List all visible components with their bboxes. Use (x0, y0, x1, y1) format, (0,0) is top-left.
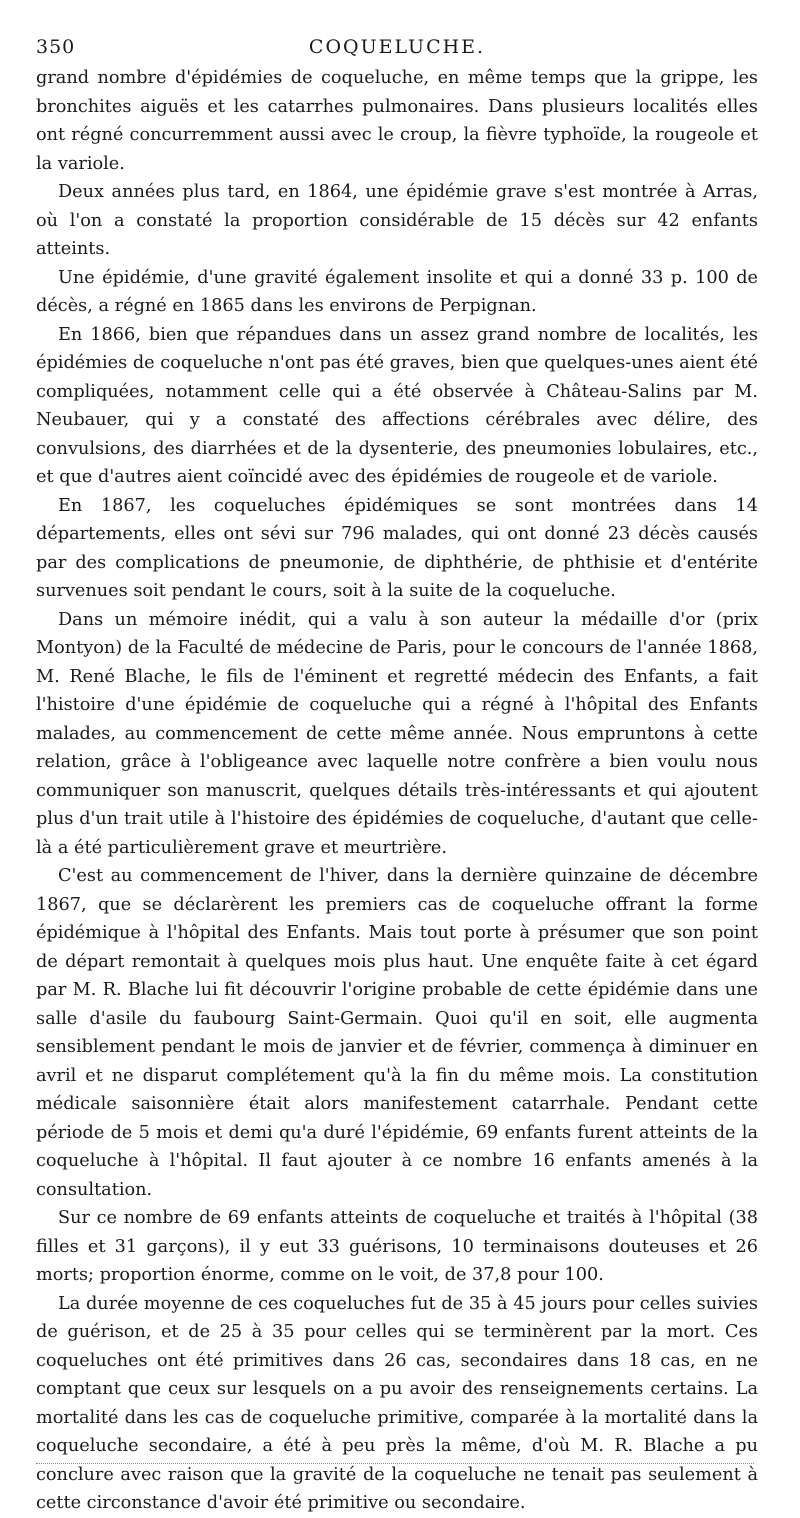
running-title: COQUELUCHE. (308, 36, 486, 58)
page-header (36, 28, 758, 64)
paragraph: Sur ce nombre de 69 enfants atteints de coqueluche et traités à l'hôpital (38 filles et 31 garçons), il y eut 33 guérisons, 10 terminaisons douteuses et 26 morts; proportion énorme, comme on le voit, de 37,8 pour 100. (36, 1208, 758, 1285)
paragraph: Deux années plus tard, en 1864, une épidémie grave s'est montrée à Arras, où l'on a constaté la proportion considérable de 15 décès sur 42 enfants atteints. (36, 182, 758, 259)
paragraph: Dans un mémoire inédit, qui a valu à son auteur la médaille d'or (prix Montyon) de la Faculté de médecine de Paris, pour le concours de l'année 1868, M. René Blache, le fils de l'éminent et regretté médecin des Enfants, a fait l'histoire d'une épidémie de coqueluche qui a régné à l'hôpital des Enfants malades, au commencement de cette même année. Nous empruntons à cette relation, grâce à l'obligeance avec laquelle notre confrère a bien voulu nous communiquer son manuscrit, quelques détails très-intéressants et qui ajoutent plus d'un trait utile à l'histoire des épidémies de coqueluche, d'autant que celle-là a été particulièrement grave et meurtrière. (36, 609, 758, 858)
page-number: 350 (36, 36, 76, 58)
paragraph: En 1867, les coqueluches épidémiques se sont montrées dans 14 départements, elles ont sévi sur 796 malades, qui ont donné 23 décès causés par des complications de pneumonie, de diphthérie, de phthisie et d'entérite survenues soit pendant le cours, soit à la suite de la coqueluche. (36, 495, 758, 601)
paragraph: grand nombre d'épidémies de coqueluche, en même temps que la grippe, les bronchites aiguës et les catarrhes pulmonaires. Dans plusieurs localités elles ont régné concurremment aussi avec le croup, la fièvre typhoïde, la rougeole et la variole. (36, 68, 758, 174)
paragraph: Une épidémie, d'une gravité également insolite et qui a donné 33 p. 100 de décès, a régné en 1865 dans les environs de Perpignan. (36, 267, 758, 316)
footer-rule (36, 1463, 754, 1464)
book-page (36, 28, 758, 1518)
paragraph: En 1866, bien que répandues dans un assez grand nombre de localités, les épidémies de coqueluche n'ont pas été graves, bien que quelques-unes aient été compliquées, notamment celle qui a été observée à Château-Salins par M. Neubauer, qui y a constaté des affections cérébrales avec délire, des convulsions, des diarrhées et de la dysenterie, des pneumonies lobulaires, etc., et que d'autres aient coïncidé avec des épidémies de rougeole et de variole. (36, 324, 758, 487)
body-text (36, 64, 758, 1518)
paragraph: La durée moyenne de ces coqueluches fut de 35 à 45 jours pour celles suivies de guérison, et de 25 à 35 pour celles qui se terminèrent par la mort. Ces coqueluches ont été primitives dans 26 cas, secondaires dans 18 cas, en ne comptant que ceux sur lesquels on a pu avoir des renseignements certains. La mortalité dans les cas de coqueluche primitive, comparée à la mortalité dans la coqueluche secondaire, a été à peu près la même, d'où M. R. Blache a pu conclure avec raison que la gravité de la coqueluche ne tenait pas seulement à cette circonstance d'avoir été primitive ou secondaire. (36, 1293, 758, 1513)
paragraph: C'est au commencement de l'hiver, dans la dernière quinzaine de décembre 1867, que se déclarèrent les premiers cas de coqueluche offrant la forme épidémique à l'hôpital des Enfants. Mais tout porte à présumer que son point de départ remontait à quelques mois plus haut. Une enquête faite à cet égard par M. R. Blache lui fit découvrir l'origine probable de cette épidémie dans une salle d'asile du faubourg Saint-Germain. Quoi qu'il en soit, elle augmenta sensiblement pendant le mois de janvier et de février, commença à diminuer en avril et ne disparut complétement qu'à la fin du même mois. La constitution médicale saisonnière était alors manifestement catarrhale. Pendant cette période de 5 mois et demi qu'a duré l'épidémie, 69 enfants furent atteints de la coqueluche à l'hôpital. Il faut ajouter à ce nombre 16 enfants amenés à la consultation. (36, 866, 758, 1200)
